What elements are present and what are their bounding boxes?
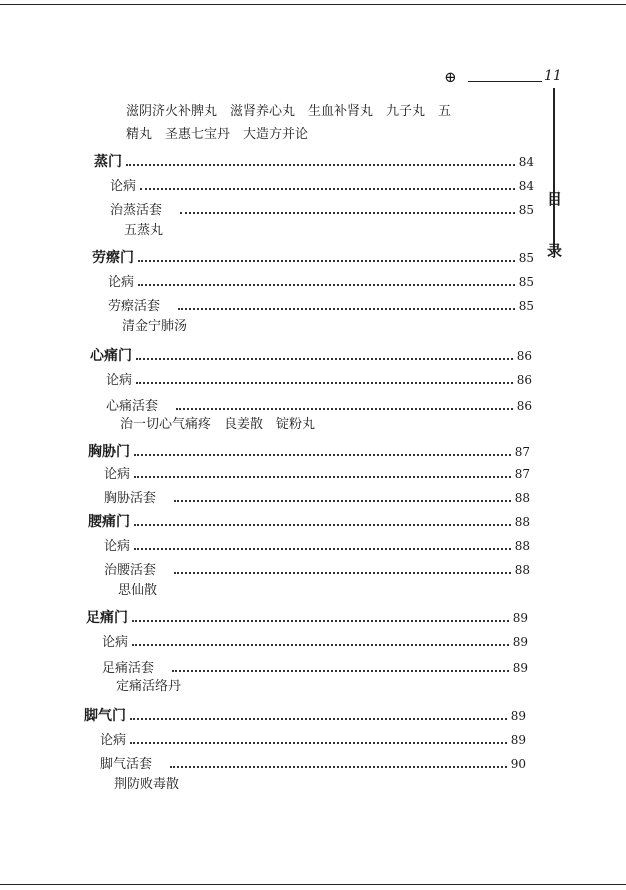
toc-entry[interactable] [110, 198, 534, 220]
toc-text: 论病 [110, 179, 137, 194]
toc-entry[interactable] [104, 534, 530, 556]
toc-entry[interactable] [104, 462, 530, 484]
leader-dots [136, 368, 513, 384]
toc-section[interactable] [84, 704, 526, 725]
toc-text: 足痛活套 [102, 661, 155, 676]
toc-page: 89 [512, 611, 528, 625]
leader-dots [130, 704, 507, 720]
leader-dots [138, 270, 515, 286]
toc-text: 腰痛门 [88, 514, 130, 530]
toc-page: 89 [512, 661, 528, 675]
toc-page: 87 [514, 445, 530, 459]
toc-text: 治蒸活套 [110, 203, 163, 218]
page-number: 11 [544, 68, 562, 84]
toc-formula: 治一切心气痛疼 良姜散 锭粉丸 [120, 417, 316, 432]
toc-text: 脚气门 [84, 708, 126, 724]
toc-text: 论病 [108, 275, 135, 290]
toc-entry[interactable] [102, 630, 528, 652]
toc-text: 劳瘵活套 [108, 299, 161, 314]
toc-text: 足痛门 [86, 610, 128, 626]
side-label-char: 目 [547, 190, 563, 208]
toc-entry[interactable] [108, 294, 534, 316]
toc-entry[interactable] [106, 368, 532, 390]
leader-dots [134, 534, 511, 550]
leader-dots [178, 294, 515, 310]
toc-entry[interactable] [106, 394, 532, 416]
top-rule [0, 4, 626, 5]
toc-section[interactable] [88, 440, 530, 461]
side-label-char: 录 [547, 242, 563, 260]
side-rule [553, 88, 555, 252]
header-line [468, 81, 542, 82]
toc-text: 劳瘵门 [92, 250, 134, 266]
leader-dots [126, 150, 515, 166]
toc-formula: 荆防败毒散 [114, 777, 180, 792]
toc-section[interactable] [88, 510, 530, 531]
toc-page: 84 [518, 179, 534, 193]
toc-text: 心痛活套 [106, 399, 159, 414]
leader-dots [140, 174, 515, 190]
toc-section[interactable] [90, 344, 532, 365]
continuation-line: 精丸 圣惠七宝丹 大造方并论 [126, 127, 309, 142]
toc-entry[interactable] [104, 558, 530, 580]
toc-page: 86 [516, 399, 532, 413]
leader-dots [134, 440, 511, 456]
toc-page: 88 [514, 563, 530, 577]
toc-page: 85 [518, 299, 534, 313]
toc-entry[interactable] [100, 752, 526, 774]
toc-text: 胸胁门 [88, 444, 130, 460]
toc-entry[interactable] [100, 728, 526, 750]
toc-page: 86 [516, 349, 532, 363]
leader-dots [174, 558, 511, 574]
toc-entry[interactable] [102, 656, 528, 678]
toc-text: 脚气活套 [100, 757, 153, 772]
ornament-icon: ⊕ [444, 68, 457, 86]
toc-text: 论病 [106, 373, 133, 388]
toc-page: 89 [512, 635, 528, 649]
toc-text: 论病 [104, 539, 131, 554]
toc-page: 90 [510, 757, 526, 771]
toc-text: 心痛门 [90, 348, 132, 364]
leader-dots [136, 344, 513, 360]
leader-dots [170, 752, 507, 768]
toc-section[interactable] [86, 606, 528, 627]
toc-formula: 清金宁肺汤 [122, 319, 188, 334]
toc-page: 89 [510, 709, 526, 723]
toc-page: 85 [518, 203, 534, 217]
leader-dots [174, 486, 511, 502]
leader-dots [132, 630, 509, 646]
leader-dots [180, 198, 515, 214]
leader-dots [138, 246, 515, 262]
leader-dots [134, 510, 511, 526]
toc-section[interactable] [92, 246, 534, 267]
toc-text: 论病 [104, 467, 131, 482]
leader-dots [130, 728, 507, 744]
toc-text: 论病 [100, 733, 127, 748]
toc-page: 85 [518, 251, 534, 265]
leader-dots [132, 606, 509, 622]
toc-text: 胸胁活套 [104, 491, 157, 506]
leader-dots [134, 462, 511, 478]
toc-page: 88 [514, 515, 530, 529]
toc-page: 86 [516, 373, 532, 387]
toc-formula: 思仙散 [118, 583, 158, 598]
toc-page: 88 [514, 539, 530, 553]
toc-text: 论病 [102, 635, 129, 650]
toc-page: 89 [510, 733, 526, 747]
toc-section[interactable] [94, 150, 534, 171]
continuation-line: 滋阴济火补脾丸 滋肾养心丸 生血补肾丸 九子丸 五 [126, 104, 452, 119]
leader-dots [176, 394, 513, 410]
toc-page: 88 [514, 491, 530, 505]
toc-entry[interactable] [108, 270, 534, 292]
toc-page: 84 [518, 155, 534, 169]
toc-entry[interactable] [110, 174, 534, 196]
toc-page: 85 [518, 275, 534, 289]
toc-text: 治腰活套 [104, 563, 157, 578]
toc-page: 87 [514, 467, 530, 481]
leader-dots [172, 656, 509, 672]
toc-entry[interactable] [104, 486, 530, 508]
bottom-rule [0, 884, 626, 885]
toc-text: 蒸门 [94, 154, 122, 170]
toc-formula: 定痛活络丹 [116, 679, 182, 694]
toc-formula: 五蒸丸 [124, 223, 164, 238]
